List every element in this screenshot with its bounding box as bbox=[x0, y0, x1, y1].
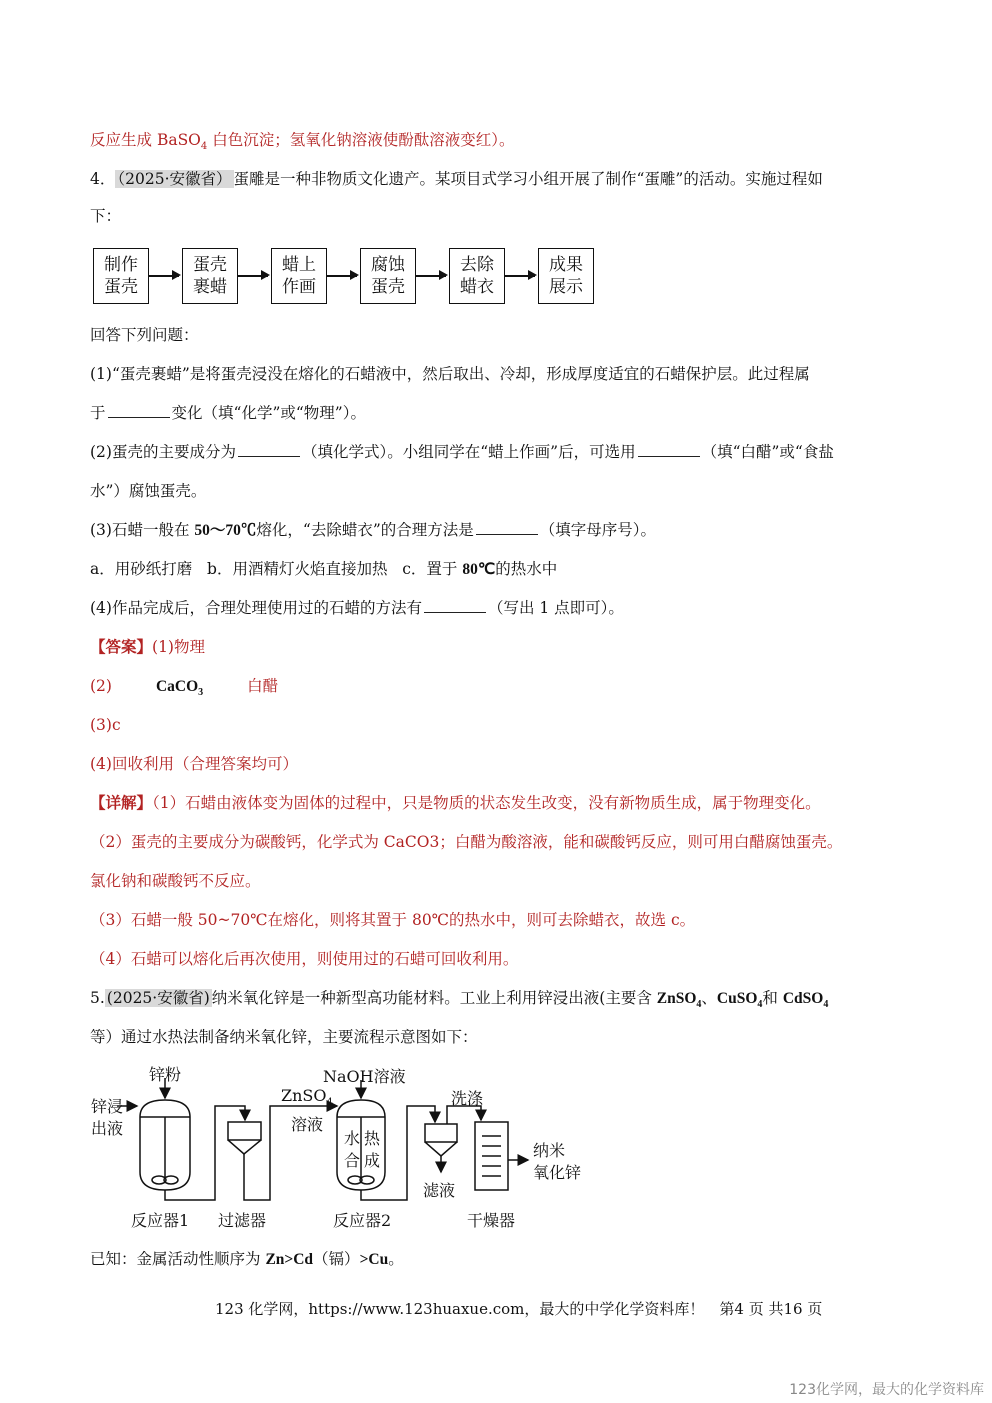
answer-blank-4[interactable] bbox=[424, 598, 486, 613]
q4-part2-line1: (2)蛋壳的主要成分为 （填化学式）。小组同学在“蜡上作画”后，可选用 （填“白醋”或“食盐 bbox=[90, 443, 834, 461]
answer-line4: (4)回收利用（合理答案均可） bbox=[90, 755, 298, 773]
q4-stem-line1 bbox=[90, 168, 823, 190]
q4-prompt: 回答下列问题： bbox=[90, 326, 199, 344]
answer-line1: 【答案】(1)物理 bbox=[90, 637, 205, 656]
detail-tag: 【详解】 bbox=[90, 793, 153, 812]
q4-part3: (3)石蜡一般在 50～70℃熔化，“去除蜡衣”的合理方法是 （填字母序号）。 bbox=[90, 521, 657, 539]
carryover-pre: 反应生成 bbox=[90, 131, 157, 149]
q4-stem-line2: 下： bbox=[90, 207, 122, 225]
q4-number: 4． bbox=[90, 170, 116, 188]
q4-stem1: 蛋雕是一种非物质文化遗产。某项目式学习小组开展了制作“蛋雕”的活动。实施过程如 bbox=[233, 170, 823, 188]
formula-baso4: BaSO bbox=[156, 131, 201, 149]
q5-known: 已知：金属活动性顺序为 Zn>Cd（镉）>Cu。 bbox=[90, 1250, 404, 1268]
label-hydro-4: 成 bbox=[364, 1151, 381, 1170]
q5-source-badge: (2025·安徽省) bbox=[106, 989, 210, 1007]
flow-step-5: 去除 蜡衣 bbox=[449, 248, 505, 304]
flow-step-6: 成果 展示 bbox=[538, 248, 594, 304]
carryover-post: 白色沉淀；氢氧化钠溶液使酚酞溶液变红）。 bbox=[207, 131, 515, 149]
q5-stem-line1: 5. (2025·安徽省) 纳米氧化锌是一种新型高功能材料。工业上利用锌浸出液(主要含 ZnSO$_4$、CuSO$_4$和 CdSO$_4$ bbox=[90, 989, 829, 1011]
q4-options bbox=[90, 558, 557, 581]
answer-blank-3[interactable] bbox=[476, 520, 538, 535]
watermark: 123化学网，最大的化学资料库 bbox=[789, 1382, 984, 1398]
answer-line3: (3)c bbox=[90, 716, 121, 734]
flow-step-1: 制作 蛋壳 bbox=[93, 248, 149, 304]
detail-line3: （3）石蜡一般 50~70℃在熔化，则将其置于 80℃的热水中，则可去除蜡衣，故选 c。 bbox=[90, 911, 696, 929]
q5-process-diagram bbox=[85, 1062, 605, 1242]
q4-part1-line1: (1)“蛋壳裹蜡”是将蛋壳浸没在熔化的石蜡液中，然后取出、冷却，形成厚度适宜的石蜡保护层。此过程属 bbox=[90, 365, 810, 383]
label-hydro-1: 水 bbox=[344, 1129, 361, 1148]
label-product-2: 氧化锌 bbox=[533, 1163, 582, 1182]
label-solution: 溶液 bbox=[291, 1115, 324, 1134]
detail-line4: （4）石蜡可以熔化后再次使用，则使用过的石蜡可回收利用。 bbox=[90, 950, 519, 968]
flow-arrow-icon bbox=[505, 275, 535, 277]
label-hydro-3: 合 bbox=[344, 1151, 361, 1170]
detail-line1: 【详解】（1）石蜡由液体变为固体的过程中，只是物质的状态发生改变，没有新物质生成，属于物理变化。 bbox=[90, 793, 821, 812]
detail-line2b: 氯化钠和碳酸钙不反应。 bbox=[90, 872, 261, 890]
detail-line2: （2）蛋壳的主要成分为碳酸钙，化学式为 CaCO3；白醋为酸溶液，能和碳酸钙反应，则可用白醋腐蚀蛋壳。 bbox=[90, 833, 843, 851]
label-zinc-powder: 锌粉 bbox=[149, 1065, 182, 1084]
option-a: a．用砂纸打磨 bbox=[90, 560, 193, 578]
answer-blank-1[interactable] bbox=[108, 403, 170, 418]
flow-arrow-icon bbox=[327, 275, 357, 277]
flow-arrow-icon bbox=[238, 275, 268, 277]
label-product-1: 纳米 bbox=[533, 1141, 566, 1160]
q4-source-badge: （2025·安徽省） bbox=[117, 170, 232, 188]
carryover-line bbox=[90, 129, 514, 158]
answer-tag: 【答案】 bbox=[90, 637, 153, 656]
flow-step-3: 蜡上 作画 bbox=[271, 248, 327, 304]
q4-part1-line2: 于 变化（填“化学”或“物理”）。 bbox=[90, 404, 366, 422]
formula-sub: 4 bbox=[200, 141, 208, 153]
flow-step-2: 蛋壳 裹蜡 bbox=[182, 248, 238, 304]
label-naoh: NaOH溶液 bbox=[323, 1067, 406, 1086]
flow-arrow-icon bbox=[149, 275, 179, 277]
answer-line2: (2) CaCO$_3$ 白醋 bbox=[90, 677, 279, 699]
flow-arrow-icon bbox=[416, 275, 446, 277]
q5-stem-line2: 等）通过水热法制备纳米氧化锌，主要流程示意图如下： bbox=[90, 1028, 478, 1046]
q4-part2-line2: 水”）腐蚀蛋壳。 bbox=[90, 482, 207, 500]
label-znso4: ZnSO$_4$ bbox=[281, 1086, 333, 1109]
label-wash: 洗涤 bbox=[451, 1089, 484, 1108]
answer-blank-2a[interactable] bbox=[238, 442, 300, 457]
label-input-2: 出液 bbox=[91, 1119, 124, 1138]
label-filter: 过滤器 bbox=[218, 1211, 267, 1230]
option-c: c．置于 80℃的热水中 bbox=[402, 560, 558, 578]
label-reactor2: 反应器2 bbox=[333, 1211, 392, 1230]
label-input-1: 锌浸 bbox=[91, 1097, 124, 1116]
label-reactor1: 反应器1 bbox=[131, 1211, 190, 1230]
answer-blank-2b[interactable] bbox=[638, 442, 700, 457]
label-dryer: 干燥器 bbox=[467, 1211, 516, 1230]
option-b: b．用酒精灯火焰直接加热 bbox=[207, 560, 388, 578]
flow-step-4: 腐蚀 蛋壳 bbox=[360, 248, 416, 304]
page-footer: 123 化学网，https://www.123huaxue.com，最大的中学化学资料库！ 第4 页 共16 页 bbox=[215, 1300, 823, 1318]
label-filtrate: 滤液 bbox=[423, 1181, 456, 1200]
label-hydro-2: 热 bbox=[364, 1129, 381, 1148]
q4-part4: (4)作品完成后，合理处理使用过的石蜡的方法有 （写出 1 点即可）。 bbox=[90, 599, 624, 617]
